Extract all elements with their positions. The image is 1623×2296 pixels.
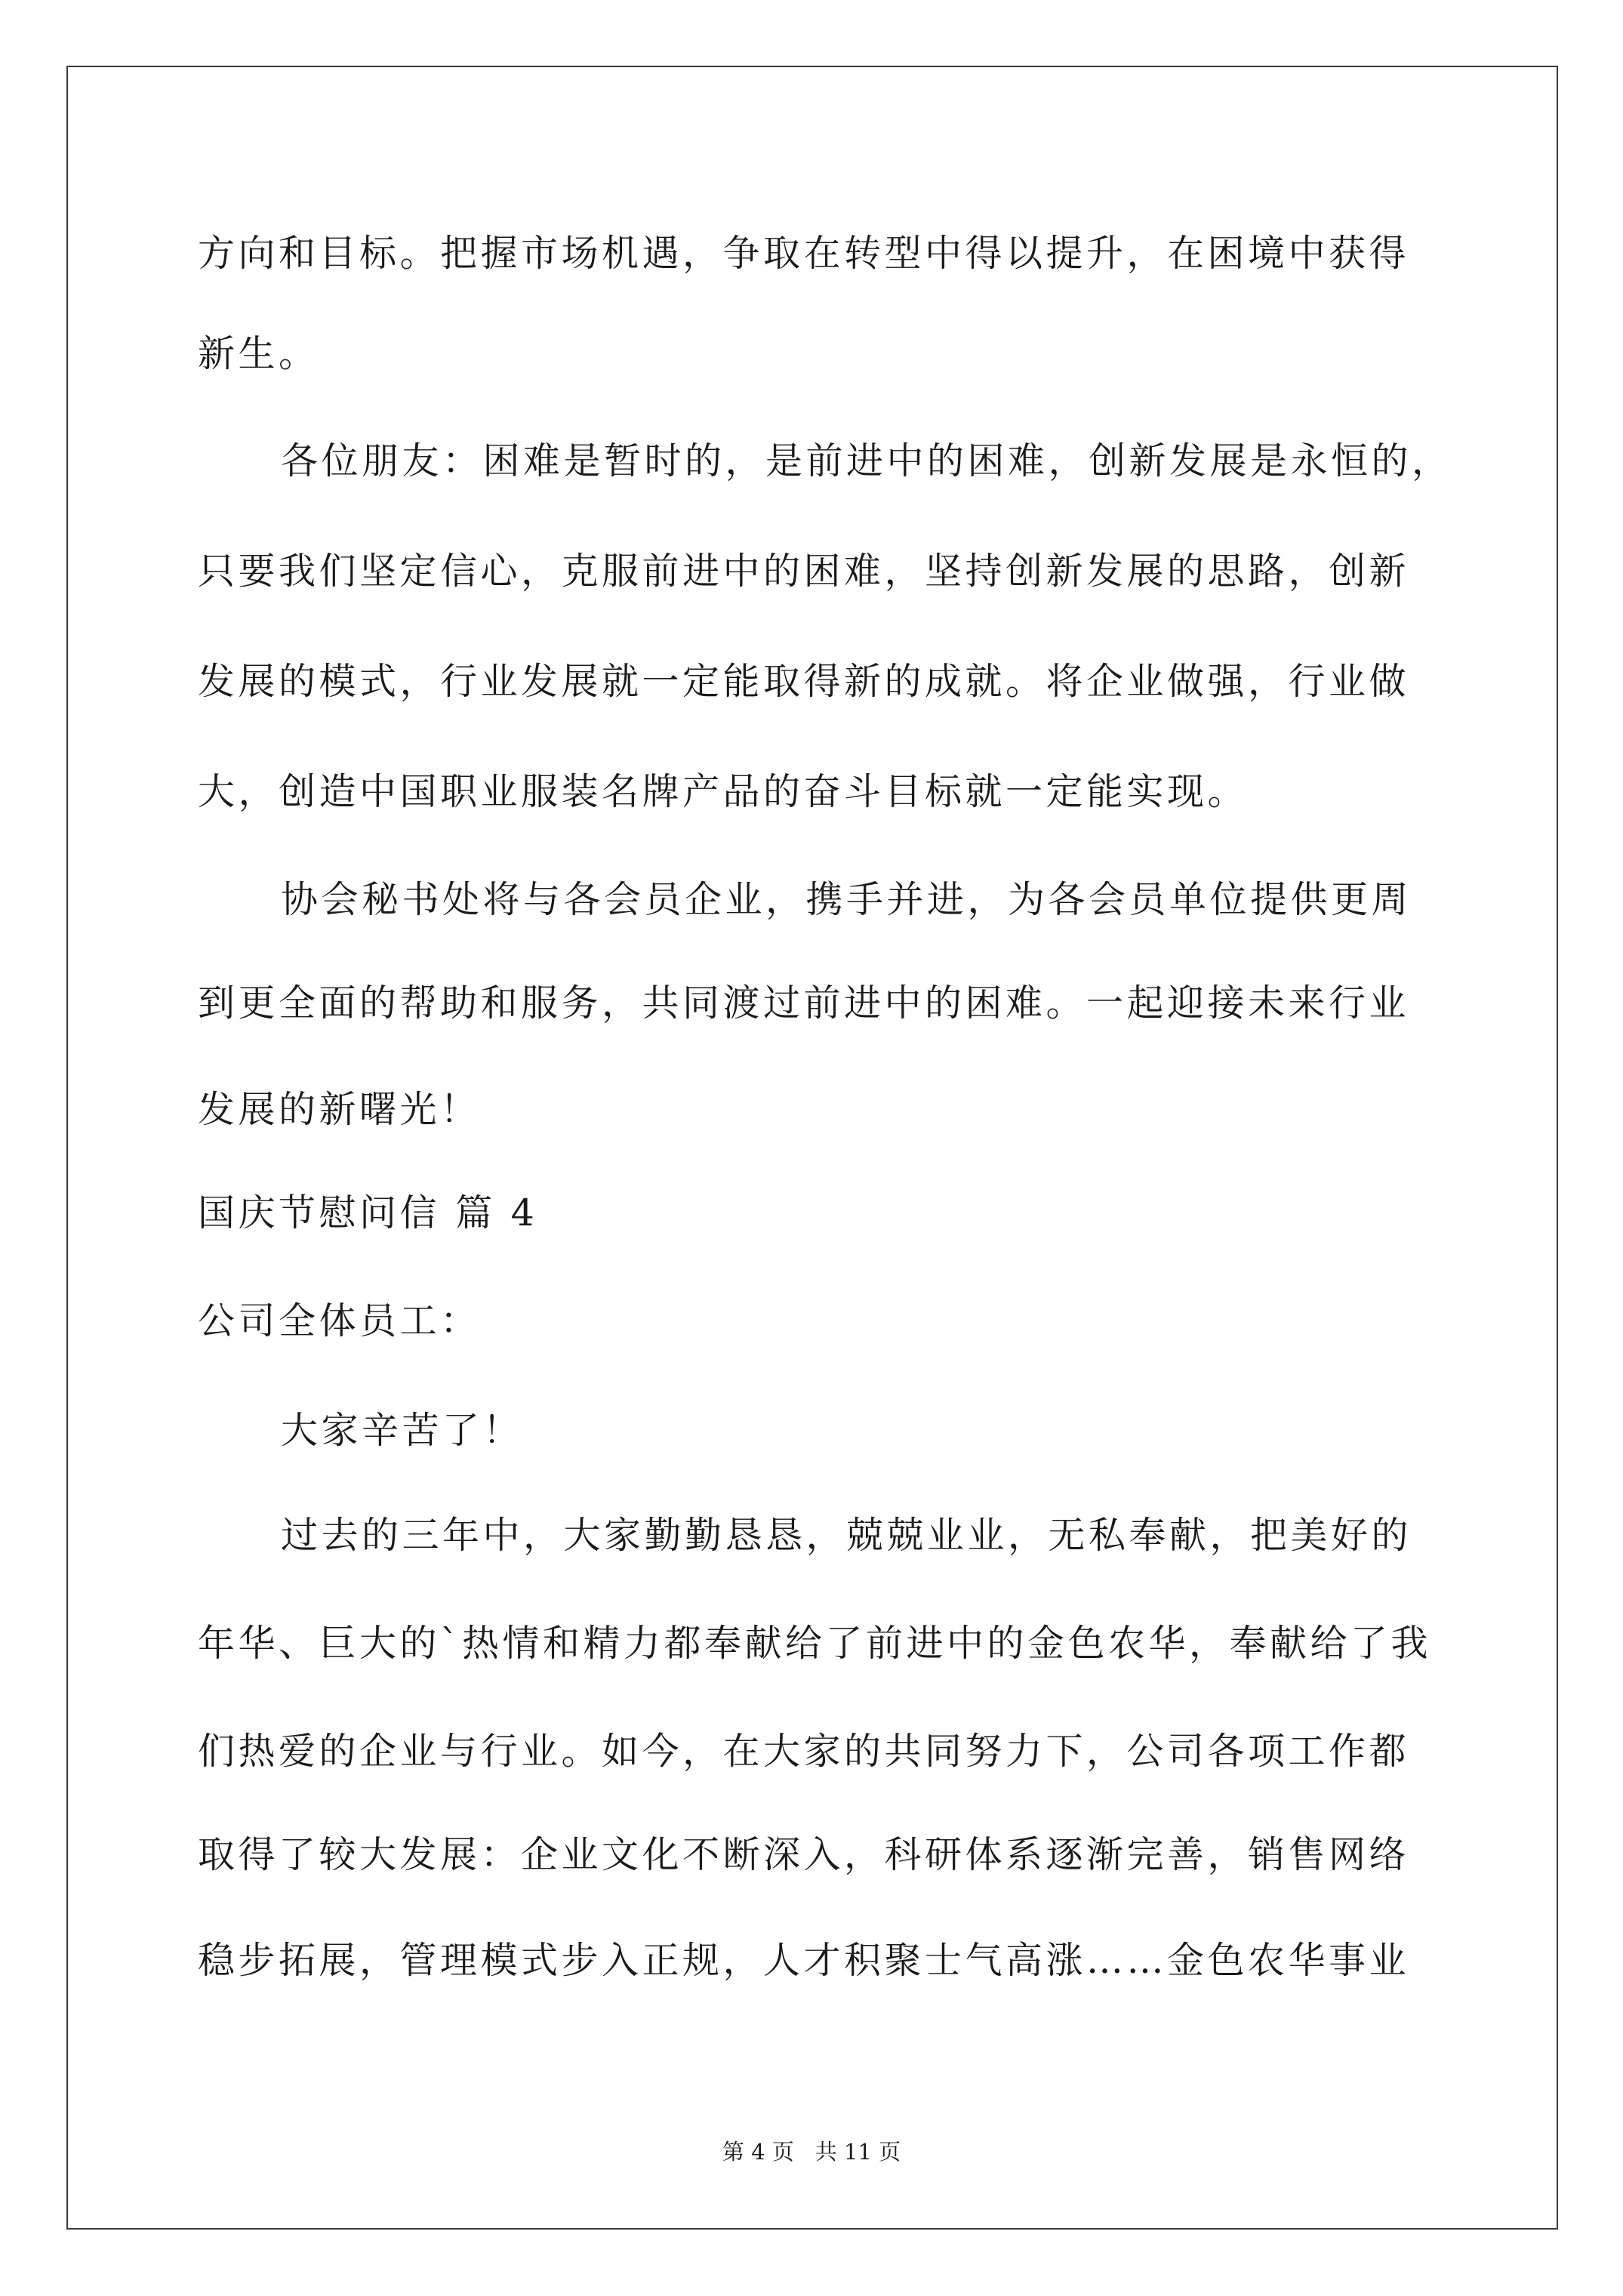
paragraph-line: 过去的三年中，大家勤勤恳恳，兢兢业业，无私奉献，把美好的 — [281, 1514, 1412, 1557]
paragraph-line: 只要我们坚定信心，克服前进中的困难，坚持创新发展的思路，创新 — [198, 550, 1410, 593]
paragraph-line: 大家辛苦了！ — [281, 1409, 524, 1452]
section-heading: 国庆节慰问信 篇 4 — [198, 1191, 538, 1234]
paragraph-line: 们热爱的企业与行业。如今，在大家的共同努力下，公司各项工作都 — [198, 1730, 1410, 1773]
paragraph-line: 新生。 — [198, 332, 319, 375]
paragraph-line: 稳步拓展，管理模式步入正规，人才积聚士气高涨……金色农华事业 — [198, 1939, 1410, 1982]
paragraph-line: 年华、巨大的`热情和精力都奉献给了前进中的金色农华，奉献给了我 — [198, 1622, 1432, 1665]
paragraph-line: 发展的新曙光！ — [198, 1088, 481, 1131]
page-border — [66, 66, 1558, 2230]
paragraph-line: 各位朋友：困难是暂时的，是前进中的困难，创新发展是永恒的， — [281, 439, 1452, 482]
salutation: 公司全体员工： — [198, 1299, 481, 1342]
page-number: 第 4 页 — [722, 2139, 794, 2165]
paragraph-line: 取得了较大发展：企业文化不断深入，科研体系逐渐完善，销售网络 — [198, 1833, 1410, 1876]
page-footer — [0, 2138, 1623, 2165]
paragraph-line: 发展的模式，行业发展就一定能取得新的成就。将企业做强，行业做 — [198, 660, 1410, 703]
paragraph-line: 协会秘书处将与各会员企业，携手并进，为各会员单位提供更周 — [281, 878, 1412, 921]
paragraph-line: 方向和目标。把握市场机遇，争取在转型中得以提升，在困境中获得 — [198, 232, 1410, 275]
paragraph-line: 到更全面的帮助和服务，共同渡过前进中的困难。一起迎接未来行业 — [198, 982, 1410, 1025]
paragraph-line: 大，创造中国职业服装名牌产品的奋斗目标就一定能实现。 — [198, 770, 1249, 813]
page-count: 共 11 页 — [815, 2139, 901, 2165]
